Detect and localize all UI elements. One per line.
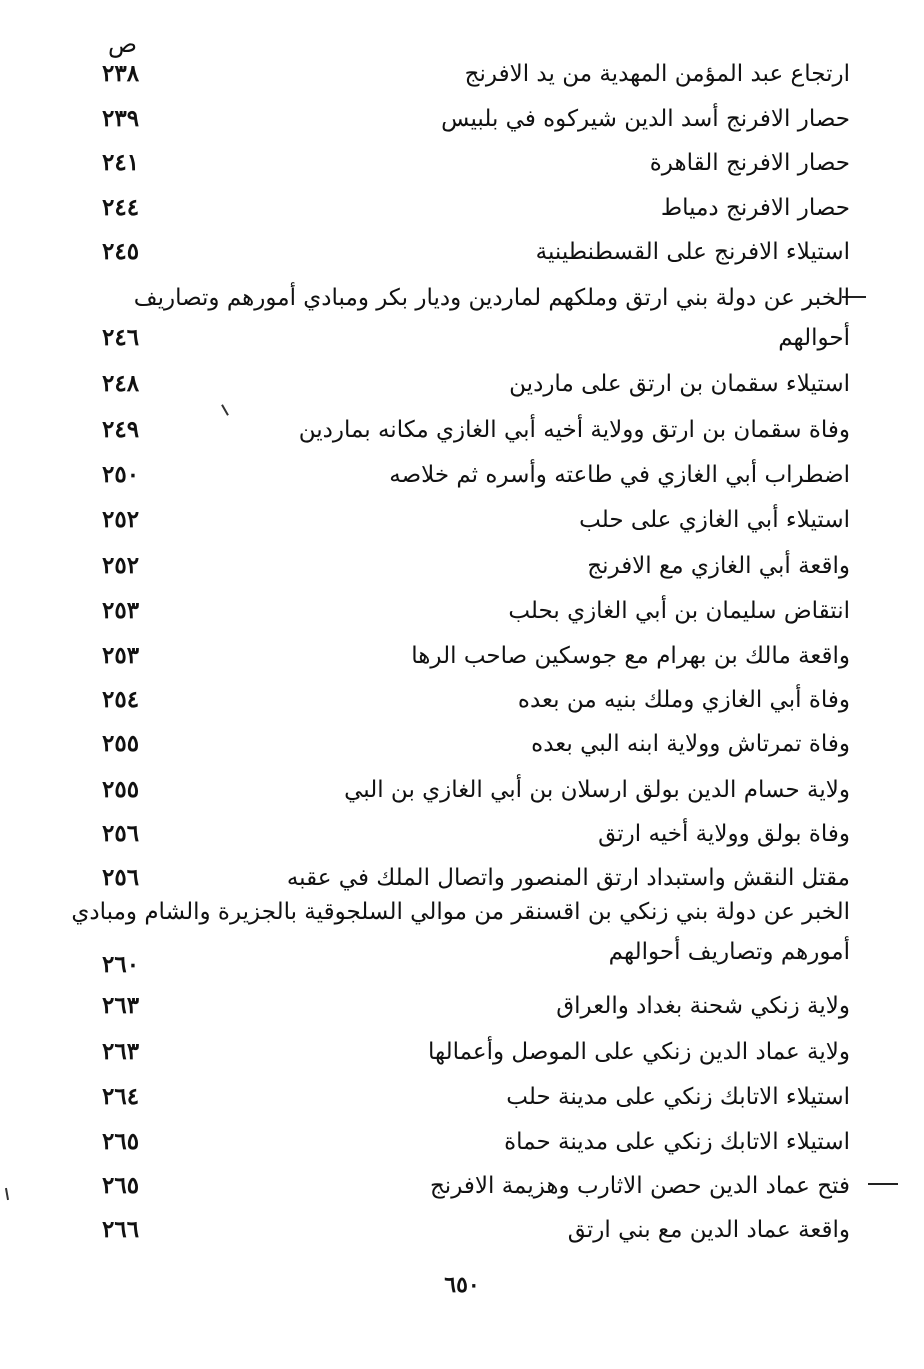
toc-entry-title: ارتجاع عبد المؤمن المهدية من يد الافرنج — [464, 61, 850, 87]
toc-entry — [90, 1077, 850, 1117]
toc-entry — [90, 546, 850, 586]
section-heading-line: الخبر عن دولة بني ارتق وملكهم لماردين وديار بكر ومبادي أمورهم وتصاريف — [133, 285, 850, 311]
toc-entry-title: واقعة مالك بن بهرام مع جوسكين صاحب الرها — [411, 643, 850, 669]
toc-entry-page: ٢٣٩ — [102, 105, 140, 132]
toc-entry-page: ٢٣٨ — [102, 60, 140, 87]
toc-entry-page: ٢٥٣ — [102, 597, 140, 624]
toc-entry-page: ٢٥٢ — [102, 552, 140, 579]
toc-entry — [90, 814, 850, 854]
toc-entry-page: ٢٥٠ — [102, 461, 140, 488]
toc-entry-page: ٢٥٤ — [102, 686, 140, 713]
toc-entry-page: ٢٤٦ — [102, 324, 140, 351]
toc-entry-page: ٢٥٥ — [102, 776, 140, 803]
toc-entry — [90, 364, 850, 404]
toc-entry — [90, 232, 850, 272]
toc-entry — [90, 591, 850, 631]
ink-speck — [5, 1188, 9, 1200]
toc-entry-page: ٢٤٤ — [102, 194, 140, 221]
toc-entry-page: ٢٤١ — [102, 149, 140, 176]
page-number: ٦٥٠ — [444, 1272, 480, 1298]
toc-entry — [90, 770, 850, 810]
toc-entry-title: واقعة أبي الغازي مع الافرنج — [587, 553, 850, 579]
toc-entry-title: استيلاء سقمان بن ارتق على ماردين — [509, 371, 850, 397]
toc-entry-page: ٢٥٣ — [102, 642, 140, 669]
toc-entry — [90, 986, 850, 1026]
toc-entry-title: ولاية عماد الدين زنكي على الموصل وأعمالها — [427, 1039, 850, 1065]
toc-entry-title: وفاة تمرتاش وولاية ابنه البي بعده — [531, 731, 850, 757]
toc-entry — [90, 680, 850, 720]
section-heading-line: الخبر عن دولة بني زنكي بن اقسنقر من موالي السلجوقية بالجزيرة والشام ومبادي — [71, 899, 850, 925]
toc-entry-page: ٢٥٥ — [102, 730, 140, 757]
toc-entry — [90, 636, 850, 676]
toc-entry-title: حصار الافرنج أسد الدين شيركوه في بلبيس — [441, 106, 850, 132]
toc-entry-title: اضطراب أبي الغازي في طاعته وأسره ثم خلاصه — [389, 462, 850, 488]
toc-entry-page: ٢٥٢ — [102, 506, 140, 533]
toc-entry-title: وفاة سقمان بن ارتق وولاية أخيه أبي الغازي مكانه بماردين — [298, 417, 850, 443]
toc-entry-title: استيلاء الاتابك زنكي على مدينة حماة — [504, 1129, 850, 1155]
toc-entry-page: ٢٤٩ — [102, 416, 140, 443]
toc-entry — [90, 1210, 850, 1250]
toc-entry-page: ٢٦٦ — [102, 1216, 140, 1243]
section-page-row — [90, 945, 850, 985]
margin-mark — [868, 1183, 898, 1185]
toc-entry-title: واقعة عماد الدين مع بني ارتق — [567, 1217, 850, 1243]
toc-entry — [90, 410, 850, 450]
toc-entry — [90, 1032, 850, 1072]
toc-entry — [90, 99, 850, 139]
toc-entry-page: ٢٦٣ — [102, 992, 140, 1019]
toc-entry-title: ولاية حسام الدين بولق ارسلان بن أبي الغازي بن البي — [344, 777, 850, 803]
toc-entry-page: ٢٦٣ — [102, 1038, 140, 1065]
toc-entry — [90, 500, 850, 540]
toc-entry-title: انتقاض سليمان بن أبي الغازي بحلب — [508, 598, 850, 624]
page-column-label: ص — [108, 30, 138, 58]
toc-entry-page: ٢٦٤ — [102, 1083, 140, 1110]
section-page-row — [90, 318, 850, 358]
toc-entry — [90, 54, 850, 94]
toc-entry-page: ٢٦٠ — [102, 951, 140, 978]
toc-entry — [90, 1166, 850, 1206]
toc-entry-title: مقتل النقش واستبداد ارتق المنصور واتصال الملك في عقبه — [286, 865, 850, 891]
toc-entry-title: ولاية زنكي شحنة بغداد والعراق — [556, 993, 850, 1019]
toc-entry-page: ٢٤٨ — [102, 370, 140, 397]
toc-entry-page: ٢٦٥ — [102, 1172, 140, 1199]
section-heading-line: أمورهم وتصاريف أحوالهم — [608, 939, 850, 965]
toc-entry-title: وفاة أبي الغازي وملك بنيه من بعده — [517, 687, 850, 713]
toc-entry-page: ٢٥٦ — [102, 820, 140, 847]
toc-entry — [90, 188, 850, 228]
toc-entry — [90, 724, 850, 764]
toc-entry-title: حصار الافرنج القاهرة — [649, 150, 850, 176]
toc-entry — [90, 143, 850, 183]
toc-entry-title: حصار الافرنج دمياط — [660, 195, 850, 221]
toc-entry-title: استيلاء أبي الغازي على حلب — [579, 507, 850, 533]
section-heading-line: أحوالهم — [778, 325, 850, 351]
toc-entry — [90, 455, 850, 495]
toc-entry — [90, 1122, 850, 1162]
toc-entry-title: وفاة بولق وولاية أخيه ارتق — [598, 821, 850, 847]
toc-entry-title: فتح عماد الدين حصن الاثارب وهزيمة الافرنج — [429, 1173, 850, 1199]
toc-entry-page: ٢٦٥ — [102, 1128, 140, 1155]
toc-entry-title: استيلاء الافرنج على القسطنطينية — [535, 239, 850, 265]
toc-entry-page: ٢٤٥ — [102, 238, 140, 265]
toc-entry-page: ٢٥٦ — [102, 864, 140, 891]
toc-entry-title: استيلاء الاتابك زنكي على مدينة حلب — [506, 1084, 850, 1110]
